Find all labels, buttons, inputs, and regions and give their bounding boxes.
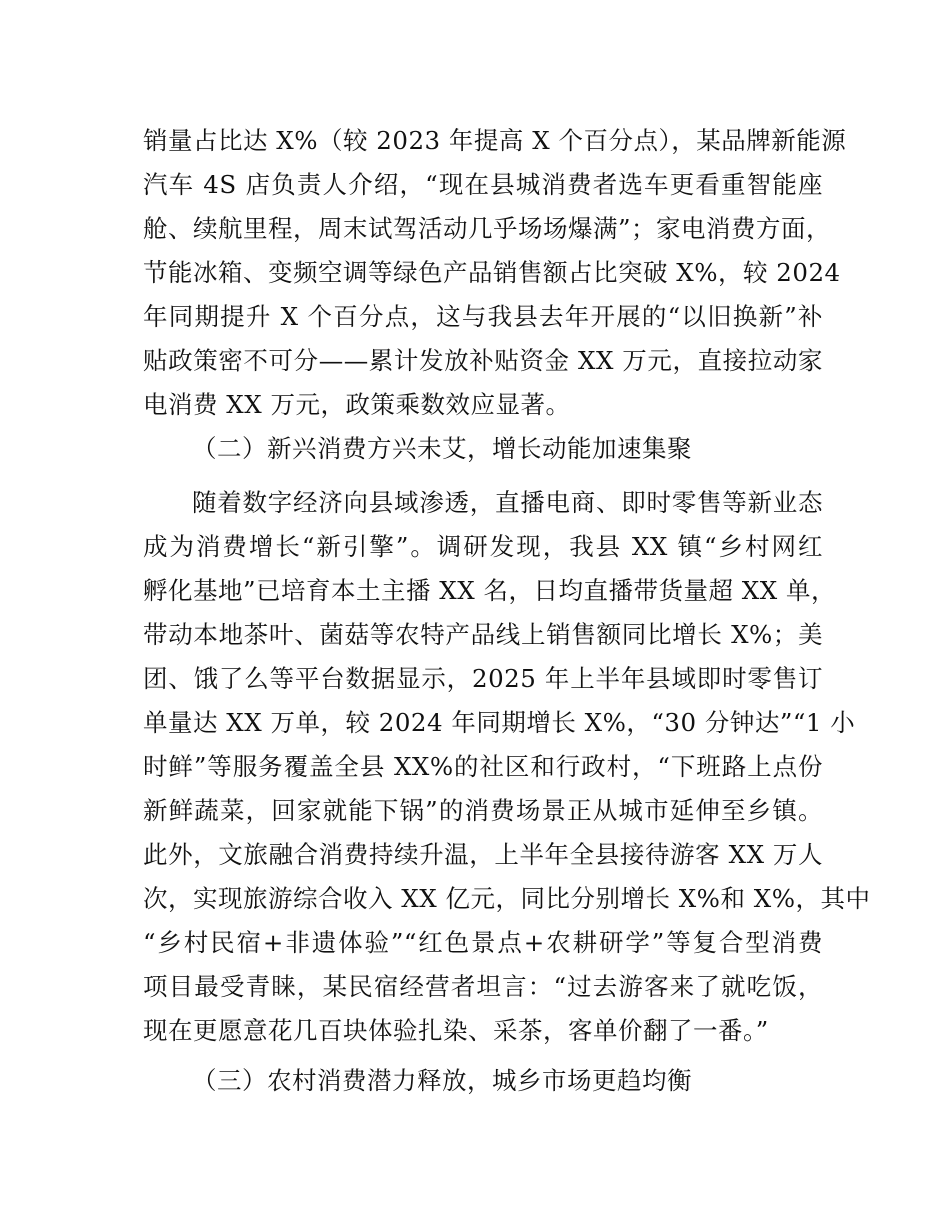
paragraph-line: 孵化基地”已培育本土主播 XX 名，日均直播带货量超 XX 单， bbox=[143, 576, 836, 605]
section-heading: （二）新兴消费方兴未艾，增长动能加速集聚 bbox=[192, 434, 692, 463]
section-heading: （三）农村消费潜力释放，城乡市场更趋均衡 bbox=[192, 1066, 692, 1095]
paragraph-line: “乡村民宿+非遗体验”“红色景点+农耕研学”等复合型消费 bbox=[143, 928, 823, 957]
paragraph-line: 团、饿了么等平台数据显示，2025 年上半年县域即时零售订 bbox=[143, 664, 823, 693]
paragraph-line: 电消费 XX 万元，政策乘数效应显著。 bbox=[143, 390, 571, 419]
paragraph-line: 单量达 XX 万单，较 2024 年同期增长 X%，“30 分钟达”“1 小 bbox=[143, 708, 856, 737]
paragraph-line: 次，实现旅游综合收入 XX 亿元，同比分别增长 X%和 X%，其中 bbox=[143, 884, 871, 913]
paragraph-line: 成为消费增长“新引擎”。调研发现，我县 XX 镇“乡村网红 bbox=[143, 532, 823, 561]
paragraph-line: 贴政策密不可分——累计发放补贴资金 XX 万元，直接拉动家 bbox=[143, 346, 823, 375]
paragraph-line: 随着数字经济向县域渗透，直播电商、即时零售等新业态 bbox=[192, 488, 823, 517]
paragraph-line: 现在更愿意花几百块体验扎染、采茶，客单价翻了一番。” bbox=[143, 1016, 769, 1045]
paragraph-line: 年同期提升 X 个百分点，这与我县去年开展的“以旧换新”补 bbox=[143, 302, 823, 331]
paragraph-line: 汽车 4S 店负责人介绍，“现在县城消费者选车更看重智能座 bbox=[143, 170, 823, 199]
paragraph-line: 时鲜”等服务覆盖全县 XX%的社区和行政村，“下班路上点份 bbox=[143, 752, 823, 781]
paragraph-line: 新鲜蔬菜，回家就能下锅”的消费场景正从城市延伸至乡镇。 bbox=[143, 796, 823, 825]
paragraph-line: 此外，文旅融合消费持续升温，上半年全县接待游客 XX 万人 bbox=[143, 840, 823, 869]
paragraph-line: 节能冰箱、变频空调等绿色产品销售额占比突破 X%，较 2024 bbox=[143, 258, 841, 287]
paragraph-line: 项目最受青睐，某民宿经营者坦言：“过去游客来了就吃饭， bbox=[143, 972, 823, 1001]
paragraph-line: 销量占比达 X%（较 2023 年提高 X 个百分点），某品牌新能源 bbox=[143, 126, 847, 155]
paragraph-line: 舱、续航里程，周末试驾活动几乎场场爆满”；家电消费方面， bbox=[143, 214, 832, 243]
paragraph-line: 带动本地茶叶、菌菇等农特产品线上销售额同比增长 X%；美 bbox=[143, 620, 823, 649]
